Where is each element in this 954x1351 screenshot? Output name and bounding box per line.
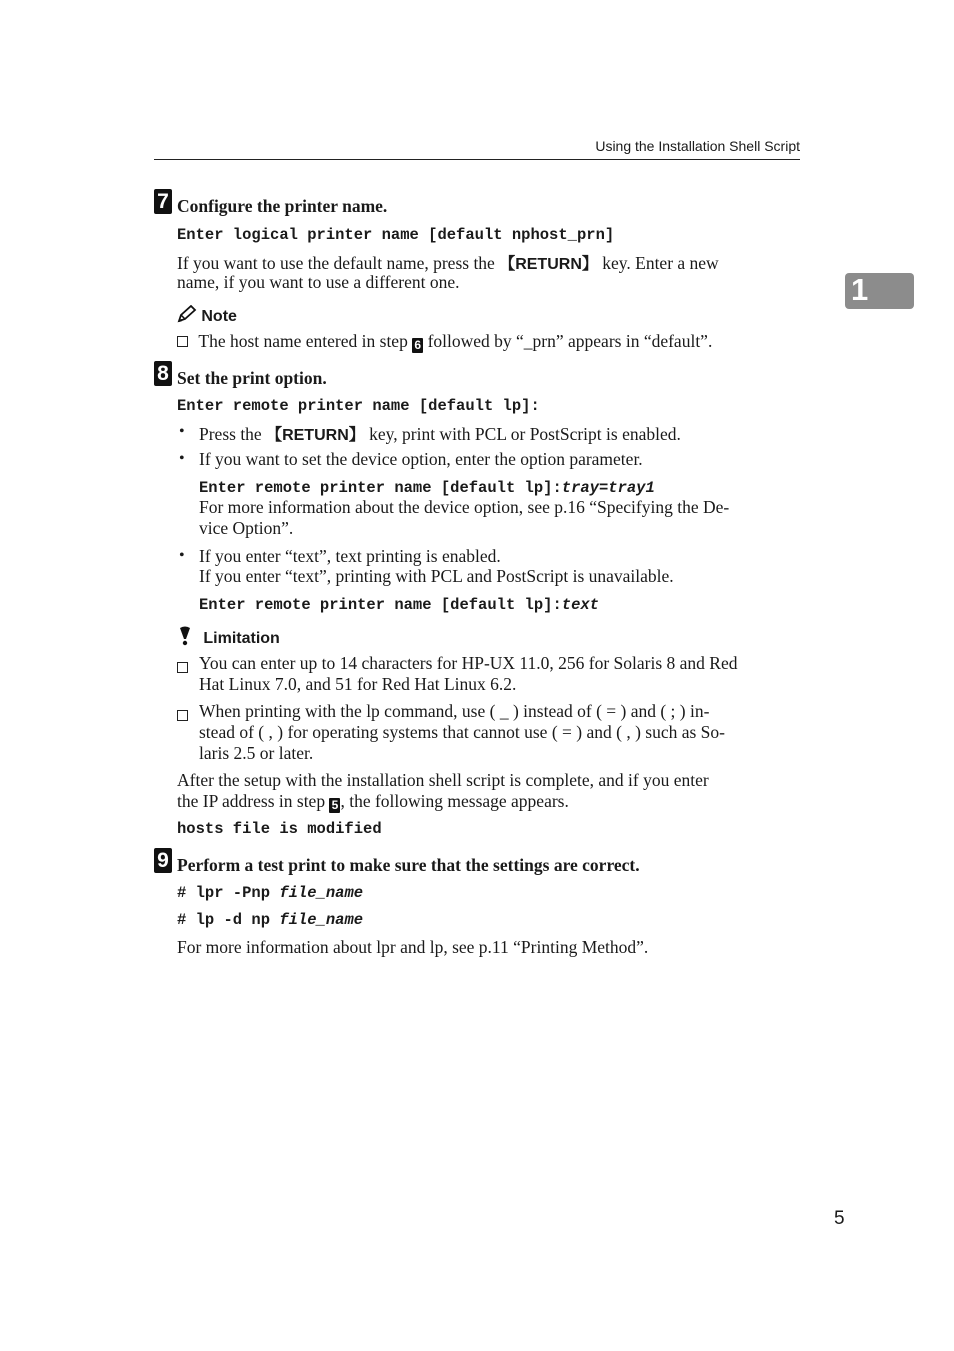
step-ref-6: 6: [412, 338, 423, 353]
step-9-more-info: For more information about lpr and lp, see p.11 “Printing Method”.: [177, 937, 649, 957]
step-7-number: 7: [154, 189, 172, 214]
checkbox-icon: [177, 705, 188, 726]
header-rule: [154, 159, 800, 160]
checkbox-icon: [177, 336, 188, 347]
code-1-param: file_name: [279, 884, 364, 902]
bullet-2-more-line-2: vice Option”.: [199, 518, 294, 538]
step-8-title: Set the print option.: [177, 368, 327, 388]
limitation-1-line-1: You can enter up to 14 characters for HP-UX 11.0, 256 for Solaris 8 and Red: [199, 653, 738, 673]
bullet-2-more-line-1: For more information about the device option, see p.16 “Specifying the De-: [199, 497, 730, 517]
after-text-a: the IP address in step: [177, 791, 330, 811]
after-paragraph-line-1: After the setup with the installation shell script is complete, and if you enter: [177, 770, 709, 790]
limitation-1-line-2: Hat Linux 7.0, and 51 for Red Hat Linux 6.2.: [199, 674, 517, 694]
step-7-code: Enter logical printer name [default nphost_prn]: [177, 226, 615, 244]
after-text-b: , the following message appears.: [340, 791, 569, 811]
return-key-label: 【RETURN】: [266, 427, 365, 444]
step-ref-5: 5: [329, 798, 340, 813]
code-2-param: file_name: [279, 911, 364, 929]
checkbox-icon: [177, 657, 188, 678]
note-heading-label: Note: [201, 308, 237, 325]
step-9-number: 9: [154, 848, 172, 873]
bullet-2-code-text: Enter remote printer name [default lp]:: [199, 479, 562, 497]
chapter-tab: [845, 273, 914, 309]
step-7-paragraph-text-b: key. Enter a new: [597, 253, 719, 273]
after-code: hosts file is modified: [177, 820, 382, 838]
bullet-2-code-param: tray=tray1: [561, 479, 655, 497]
step-9-code-2: [177, 911, 363, 929]
bullet-2-code: [199, 479, 655, 497]
step-7-paragraph-line-2: name, if you want to use a different one.: [177, 272, 460, 292]
code-2-text: # lp -d np: [177, 911, 280, 929]
step-9-code-1: [177, 884, 363, 902]
limitation-2-line-3: laris 2.5 or later.: [199, 743, 314, 763]
code-1-text: # lpr -Pnp: [177, 884, 280, 902]
bullet-1-text-a: Press the: [199, 424, 267, 444]
pencil-icon: [177, 305, 201, 325]
after-paragraph-line-2: [177, 791, 569, 813]
bullet-3-code-text: Enter remote printer name [default lp]:: [199, 596, 562, 614]
bullet-3-code-param: text: [561, 596, 599, 614]
bullet-3-code: [199, 596, 599, 614]
limitation-heading: [177, 626, 280, 648]
bullet-dot: •: [179, 547, 185, 564]
note-item: [177, 331, 712, 353]
note-heading: [177, 305, 237, 326]
bullet-dot: •: [179, 423, 185, 440]
return-key-label: 【RETURN】: [499, 256, 598, 273]
running-header: Using the Installation Shell Script: [595, 138, 800, 154]
step-8-bullet-3-line-2: If you enter “text”, printing with PCL and PostScript is unavailable.: [199, 566, 674, 586]
page-number: 5: [834, 1208, 845, 1229]
step-7-title: Configure the printer name.: [177, 196, 388, 216]
step-8-number: 8: [154, 361, 172, 386]
note-text-b: followed by “_prn” appears in “default”.: [423, 331, 713, 351]
bullet-dot: •: [179, 450, 185, 467]
note-text-a: The host name entered in step: [198, 331, 413, 351]
bullet-1-text-b: key, print with PCL or PostScript is enabled.: [364, 424, 681, 444]
step-8-bullet-2: If you want to set the device option, enter the option parameter.: [199, 449, 643, 469]
limitation-2-line-1: When printing with the lp command, use ( _ ) instead of ( = ) and ( ; ) in-: [199, 701, 710, 721]
step-8-bullet-1: [199, 422, 681, 445]
exclamation-icon: [177, 627, 197, 647]
step-7-paragraph-text-a: If you want to use the default name, press the: [177, 253, 500, 273]
step-7-paragraph-line-1: [177, 251, 719, 274]
limitation-heading-label: Limitation: [203, 630, 280, 647]
step-8-bullet-3-line-1: If you enter “text”, text printing is enabled.: [199, 546, 501, 566]
step-8-code: Enter remote printer name [default lp]:: [177, 397, 540, 415]
step-9-title: Perform a test print to make sure that the settings are correct.: [177, 855, 640, 875]
chapter-number: 1: [851, 272, 869, 307]
limitation-2-line-2: stead of ( , ) for operating systems that cannot use ( = ) and ( , ) such as So-: [199, 722, 725, 742]
